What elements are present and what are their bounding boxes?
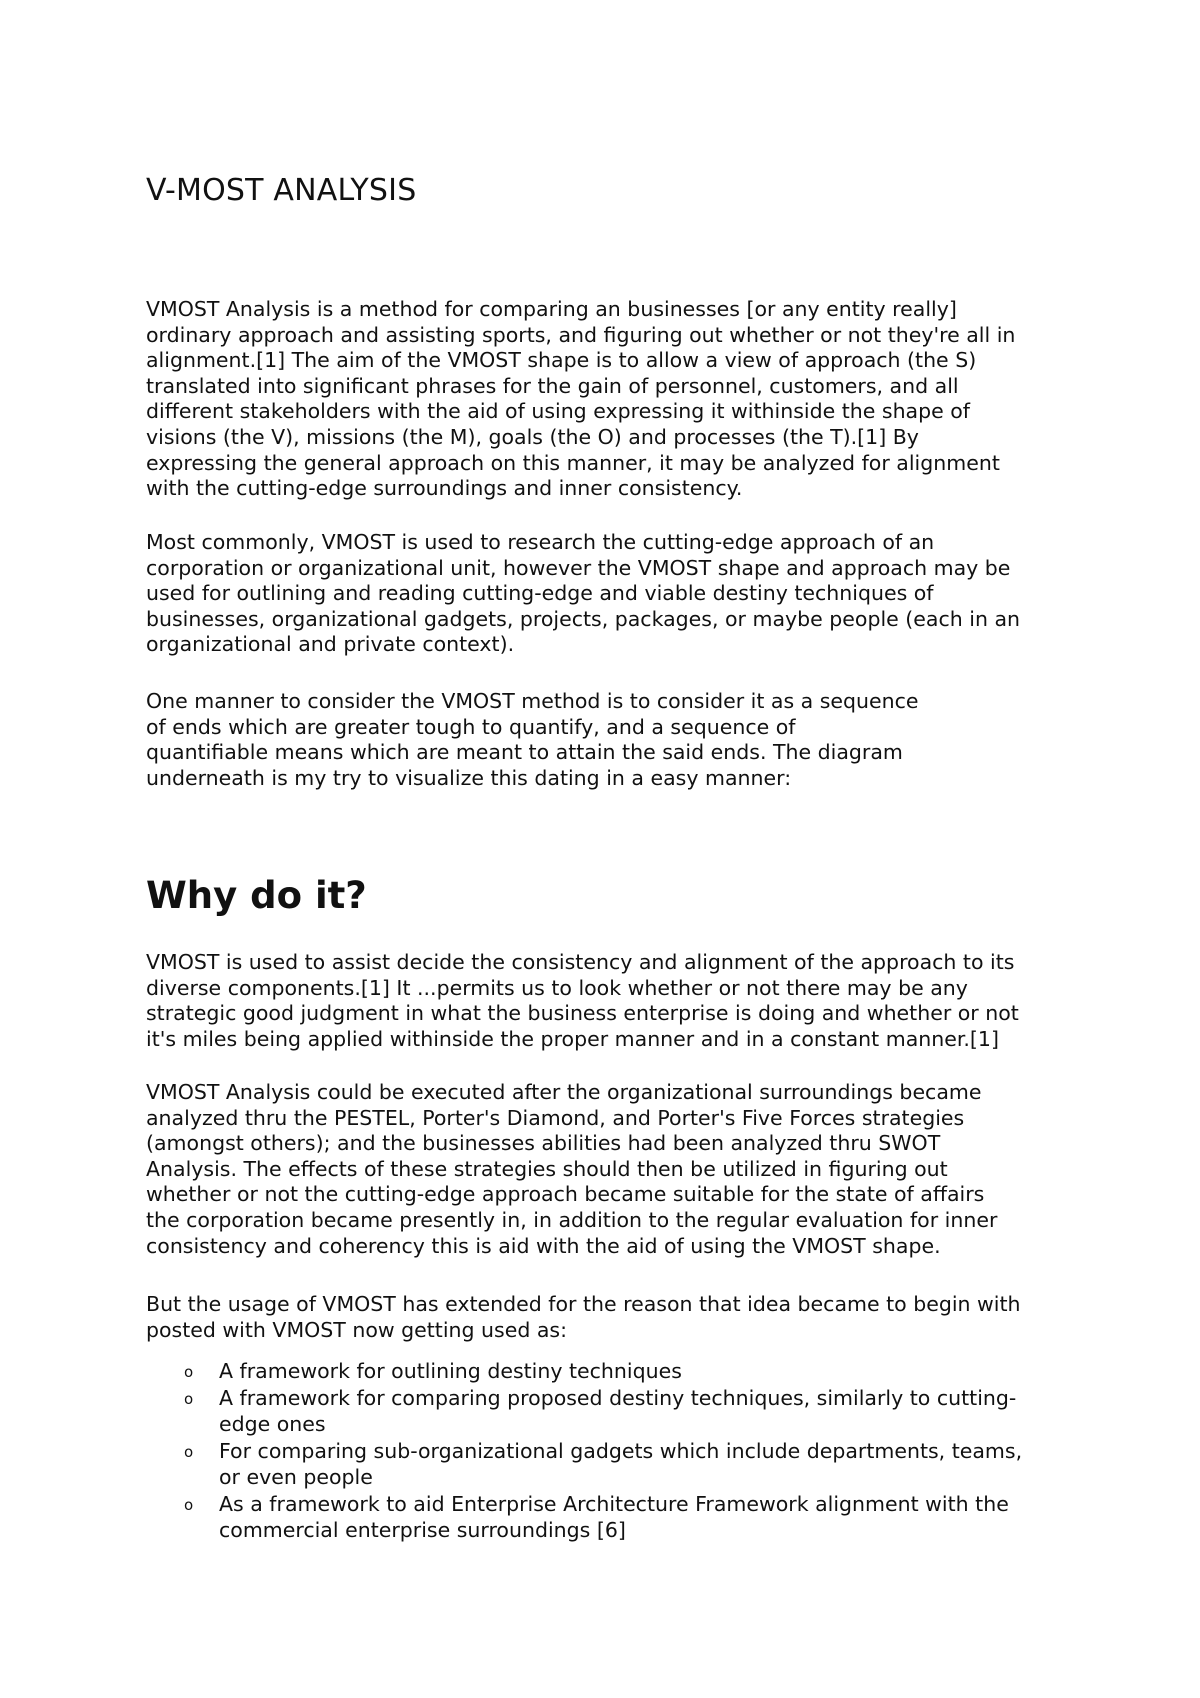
text-line: used for outlining and reading cutting-edge and viable destiny techniques of — [146, 581, 934, 606]
intro-paragraph-2 — [146, 530, 1066, 658]
text-line: the corporation became presently in, in addition to the regular evaluation for inner — [146, 1207, 998, 1232]
text-line: Most commonly, VMOST is used to research the cutting-edge approach of an — [146, 530, 935, 554]
list-item — [146, 1385, 1066, 1437]
section-paragraph-2 — [146, 1080, 1066, 1259]
text-line: of ends which are greater tough to quantify, and a sequence of — [146, 714, 796, 739]
text-line: VMOST is used to assist decide the consistency and alignment of the approach to its — [146, 950, 1015, 974]
hollow-bullet-icon: o — [184, 1496, 194, 1514]
list-item — [146, 1491, 1066, 1543]
hollow-bullet-icon: o — [184, 1390, 194, 1408]
hollow-bullet-icon: o — [184, 1363, 194, 1381]
text-line: organizational and private context). — [146, 632, 515, 657]
section-paragraph-3 — [146, 1292, 1066, 1343]
text-line: (amongst others); and the businesses abilities had been analyzed thru SWOT — [146, 1131, 941, 1156]
text-line: corporation or organizational unit, however the VMOST shape and approach may be — [146, 555, 1011, 580]
section-heading: Why do it? — [146, 874, 367, 917]
text-line: businesses, organizational gadgets, projects, packages, or maybe people (each in an — [146, 606, 1021, 631]
intro-paragraph-1 — [146, 297, 1066, 502]
text-line: visions (the V), missions (the M), goals (the O) and processes (the T).[1] By — [146, 424, 919, 449]
usage-bullet-list — [146, 1358, 1066, 1544]
text-line: strategic good judgment in what the business enterprise is doing and whether or not — [146, 1001, 1019, 1026]
text-line: But the usage of VMOST has extended for the reason that idea became to begin with — [146, 1292, 1021, 1316]
list-item-text: edge ones — [219, 1412, 326, 1436]
hollow-bullet-icon: o — [184, 1443, 194, 1461]
list-item-text: A framework for comparing proposed destiny techniques, similarly to cutting- — [219, 1386, 1017, 1410]
text-line: it's miles being applied withinside the proper manner and in a constant manner.[1] — [146, 1026, 999, 1051]
list-item-text: or even people — [219, 1465, 373, 1489]
text-line: Analysis. The effects of these strategies should then be utilized in figuring out — [146, 1156, 948, 1181]
text-line: One manner to consider the VMOST method is to consider it as a sequence — [146, 689, 919, 713]
text-line: translated into significant phrases for the gain of personnel, customers, and all — [146, 373, 959, 398]
text-line: different stakeholders with the aid of using expressing it withinside the shape of — [146, 399, 971, 424]
list-item-text: As a framework to aid Enterprise Architecture Framework alignment with the — [219, 1492, 1009, 1516]
list-item-text: A framework for outlining destiny techniques — [219, 1359, 682, 1383]
list-item — [146, 1358, 1066, 1384]
list-item — [146, 1438, 1066, 1490]
text-line: whether or not the cutting-edge approach became suitable for the state of affairs — [146, 1182, 985, 1207]
text-line: posted with VMOST now getting used as: — [146, 1317, 568, 1342]
intro-paragraph-3 — [146, 689, 1066, 791]
text-line: VMOST Analysis is a method for comparing an businesses [or any entity really] — [146, 297, 957, 321]
list-item-text: For comparing sub-organizational gadgets which include departments, teams, — [219, 1439, 1023, 1463]
section-paragraph-1 — [146, 950, 1066, 1052]
document-title: V-MOST ANALYSIS — [146, 173, 417, 208]
text-line: consistency and coherency this is aid with the aid of using the VMOST shape. — [146, 1233, 941, 1258]
list-item-text: commercial enterprise surroundings [6] — [219, 1518, 626, 1542]
text-line: ordinary approach and assisting sports, and figuring out whether or not they're all in — [146, 322, 1016, 347]
text-line: alignment.[1] The aim of the VMOST shape is to allow a view of approach (the S) — [146, 348, 977, 373]
text-line: with the cutting-edge surroundings and inner consistency. — [146, 476, 743, 501]
text-line: underneath is my try to visualize this dating in a easy manner: — [146, 765, 792, 790]
text-line: diverse components.[1] It ...permits us to look whether or not there may be any — [146, 975, 968, 1000]
text-line: VMOST Analysis could be executed after the organizational surroundings became — [146, 1080, 982, 1104]
text-line: expressing the general approach on this manner, it may be analyzed for alignment — [146, 450, 1000, 475]
text-line: analyzed thru the PESTEL, Porter's Diamond, and Porter's Five Forces strategies — [146, 1105, 965, 1130]
text-line: quantifiable means which are meant to attain the said ends. The diagram — [146, 740, 903, 765]
